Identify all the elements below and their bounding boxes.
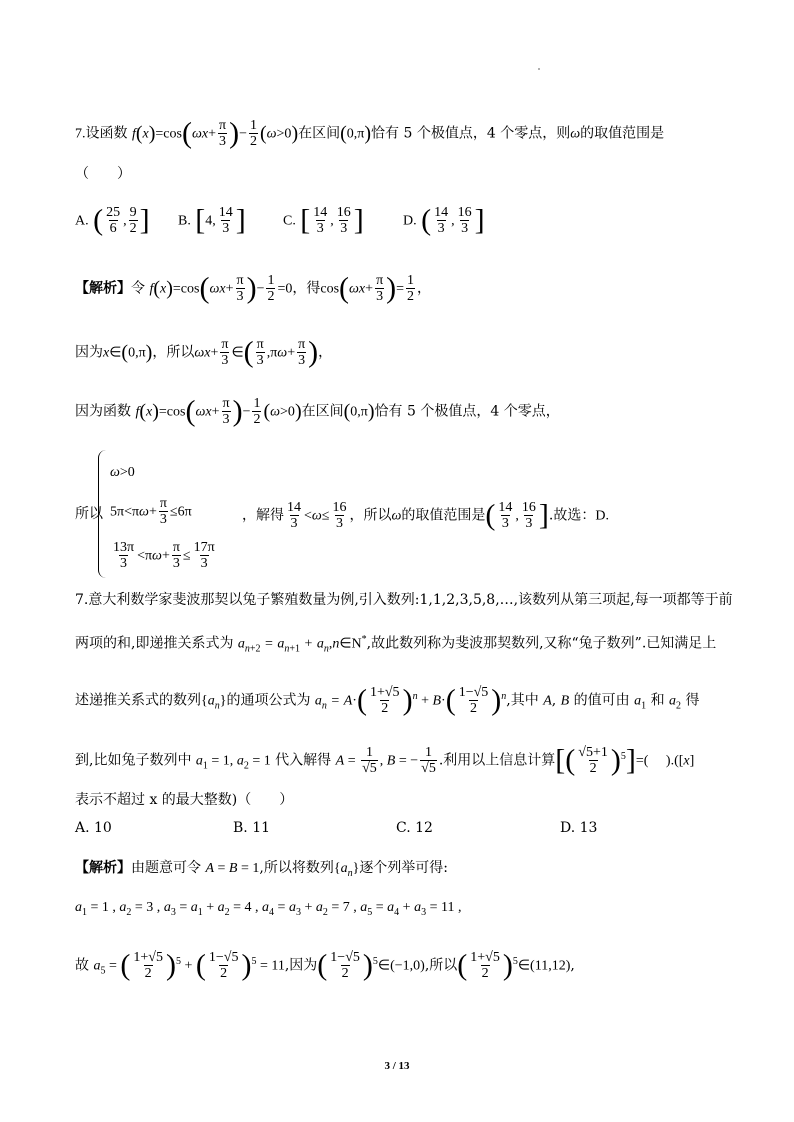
q7b-option-b: B. 11 <box>233 820 271 836</box>
q7a-option-d: D. ( $\frac{14}{3}$ , $\frac{16}{3}$ ] <box>403 203 485 237</box>
q7b-solution-line2: $a_1 = 1$ , $a_2 = 3$ , $a_3 = a_1 + a_2 = 4$ , $a_4 = a_3 + a_2 = 7$ , $a_5 = a_4 + a_3 = 11$ , <box>75 900 462 918</box>
q7b-line3: 述递推关系式的数列$\{a_n\}$的通项公式为 $a_n = A\cdot$( $\frac{1+√5}{2}$ )$^n$ + B·( $\frac{1-√5}{2}$ )$^n$,其中 A, B 的值可由 $a_1$ 和 $a_2$ 得 <box>75 683 700 717</box>
q7a-solution-line4: ，解得 $\frac{14}{3}$ <ω≤ $\frac{16}{3}$ ，所以ω的取值范围是( $\frac{14}{3}$ , $\frac{16}{3}$ ].故选：D. <box>242 498 609 532</box>
q7b-line4: 到,比如兔子数列中 $a_1 = 1$, $a_2 = 1$ 代入解得 A = $\frac{1}{√5}$ , B = − $\frac{1}{√5}$ .利用以上信息计算[( $\frac{√5+1}{2}$ )$^5$]=( ).([x] <box>75 743 695 777</box>
so-prefix: 所以 <box>75 506 103 522</box>
q7a-option-c: C. [ $\frac{14}{3}$ , $\frac{16}{3}$ ] <box>283 203 364 237</box>
q7b-line5: 表示不超过 x 的最大整数)（ ） <box>75 792 294 808</box>
q7b-line2: 两项的和,即递推关系式为 $a_{n+2} = a_{n+1}$ + $a_n,n\in N^*$,故此数列称为斐波那契数列,又称“兔子数列”.已知满足上 <box>75 634 717 655</box>
system-row-3: $\frac{13\pi}{3}$ <πω+ $\frac{\pi}{3}$ ≤ $\frac{17\pi}{3}$ <box>113 540 215 571</box>
q7a-option-b: B. [4, $\frac{14}{3}$ ] <box>178 203 246 237</box>
q7a-solution-line3: 因为函数 f(x)=cos(ωx+ $\frac{\pi}{3}$ )− $\frac{1}{2}$ (ω>0)在区间(0,π)恰有 5 个极值点，4 个零点， <box>75 394 560 428</box>
q7a-solution-line2: 因为x∈(0,π)，所以ωx+ $\frac{\pi}{3}$ ∈( $\frac{\pi}{3}$ ,πω+ $\frac{\pi}{3}$ )， <box>75 335 333 369</box>
q7a-solution-line1: 【解析】令 f(x)=cos(ωx+ $\frac{\pi}{3}$ )− $\frac{1}{2}$ =0，得cos(ωx+ $\frac{\pi}{3}$ )= $\frac{1}{2}$ ， <box>75 271 432 305</box>
q7a-option-a: A. ( $\frac{25}{6}$ , $\frac{9}{2}$ ] <box>75 203 150 237</box>
corner-dot <box>538 68 540 70</box>
q7b-solution-line1: 【解析】由题意可令 A = B = 1,所以将数列$\{a_n\}$逐个列举可得: <box>75 860 449 879</box>
solution-label: 【解析】 <box>75 280 131 297</box>
q7b-line1: 7.意大利数学家斐波那契以兔子繁殖数量为例,引入数列:1,1,2,3,5,8,…,该数列从第三项起,每一项都等于前 <box>75 592 733 608</box>
q7a-blank: （ ） <box>75 166 131 182</box>
system-row-2: 5π<πω+ $\frac{\pi}{3}$ ≤6π <box>110 496 192 527</box>
q7a-stem: 7.设函数 f(x)=cos(ωx+ $\frac{\pi}{3}$ )− $\frac{1}{2}$ (ω>0)在区间(0,π)恰有 5 个极值点，4 个零点，则ω的取值范围是 <box>75 116 665 150</box>
system-row-1: ω>0 <box>110 465 135 480</box>
system-brace <box>98 450 109 578</box>
page-number: 3 / 13 <box>384 1060 410 1072</box>
q7b-solution-line3: 故 $a_5$ = ( $\frac{1+√5}{2}$ )$^5$ + ( $\frac{1-√5}{2}$ )$^5$ = 11,因为( $\frac{1-√5}{2}$ )$^5$∈(−1,0),所以( $\frac{1+√5}{2}$ )$^5$∈(11,12), <box>75 948 575 982</box>
q7b-option-c: C. 12 <box>396 820 433 836</box>
q7b-option-a: A. 10 <box>75 820 112 836</box>
q7b-option-d: D. 13 <box>560 820 598 836</box>
